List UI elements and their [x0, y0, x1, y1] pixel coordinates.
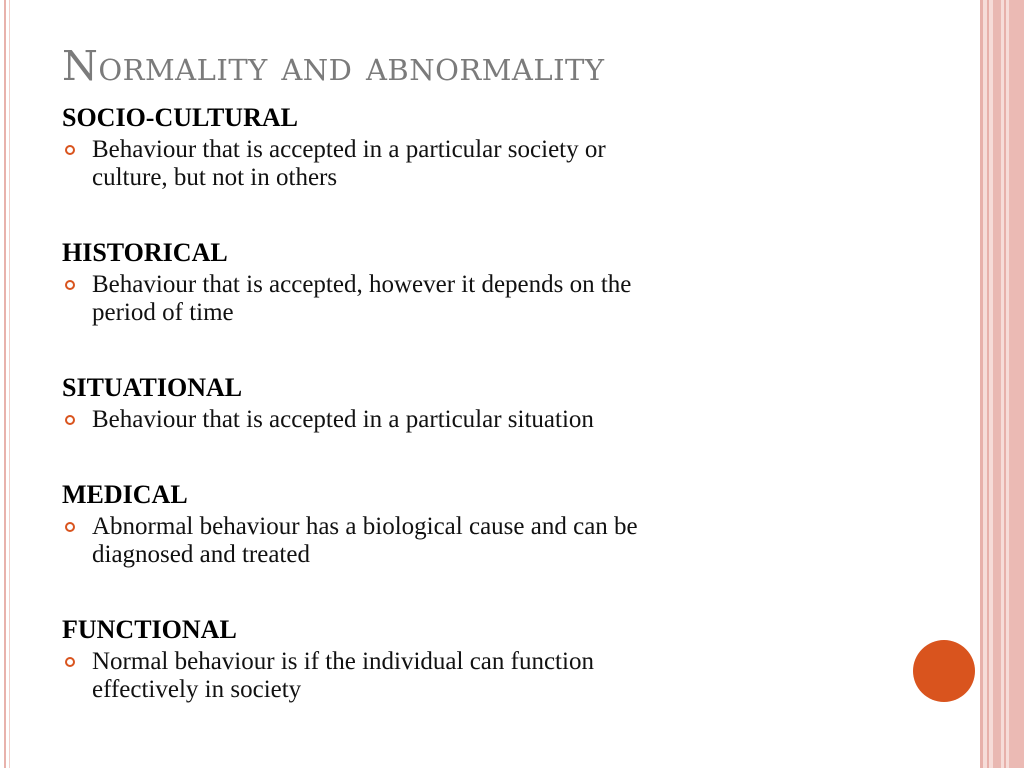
- circle-bullet-icon: [65, 145, 75, 155]
- section-heading: MEDICAL: [62, 480, 188, 509]
- section-heading: HISTORICAL: [62, 238, 228, 267]
- circle-bullet-icon: [65, 657, 75, 667]
- bullet-line: Normal behaviour is if the individual can function: [92, 648, 594, 675]
- bullet-item: [62, 513, 902, 569]
- section-situational: [62, 370, 902, 434]
- right-stripe: [1004, 0, 1006, 768]
- bullet-line: Abnormal behaviour has a biological cause and can be: [92, 513, 638, 540]
- bullet-item: [62, 406, 902, 434]
- bullet-item: [62, 136, 902, 192]
- bullet-item: [62, 271, 902, 327]
- slide-title: Normality and abnormality: [62, 42, 605, 90]
- bullet-line: culture, but not in others: [92, 164, 338, 191]
- right-stripe: [987, 0, 989, 768]
- section-heading: SOCIO-CULTURAL: [62, 103, 298, 132]
- bullet-item: [62, 648, 902, 704]
- bullet-line: Behaviour that is accepted in a particular situation: [92, 406, 594, 433]
- bullet-line: period of time: [92, 299, 234, 326]
- section-heading: SITUATIONAL: [62, 373, 243, 402]
- orange-circle-icon: [913, 640, 975, 702]
- bullet-line: diagnosed and treated: [92, 541, 310, 568]
- section-historical: [62, 235, 902, 327]
- circle-bullet-icon: [65, 522, 75, 532]
- right-stripe: [1009, 0, 1024, 768]
- section-functional: [62, 612, 902, 704]
- section-medical: [62, 477, 902, 569]
- circle-bullet-icon: [65, 415, 75, 425]
- right-stripe: [993, 0, 1001, 768]
- left-border-line: [4, 0, 6, 768]
- right-stripe: [980, 0, 983, 768]
- circle-bullet-icon: [65, 280, 75, 290]
- left-border-line-inner: [9, 0, 10, 768]
- section-heading: FUNCTIONAL: [62, 615, 237, 644]
- bullet-line: Behaviour that is accepted, however it depends on the: [92, 271, 632, 298]
- section-socio-cultural: [62, 100, 902, 192]
- bullet-line: Behaviour that is accepted in a particular society or: [92, 136, 606, 163]
- bullet-line: effectively in society: [92, 676, 302, 703]
- slide-content: [62, 100, 902, 704]
